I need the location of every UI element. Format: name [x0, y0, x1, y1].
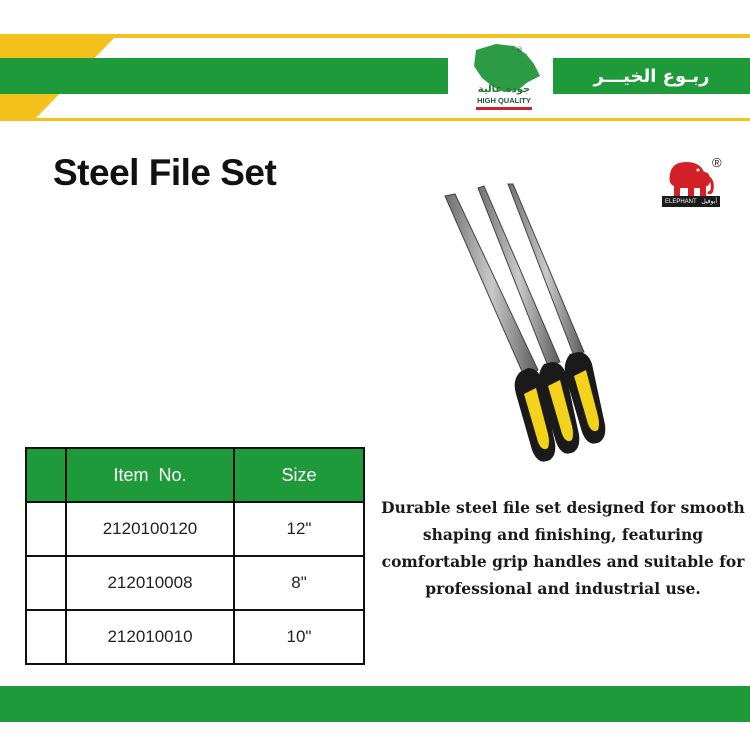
table-cell-size: 8" — [234, 556, 364, 610]
logo-high-quality: HIGH QUALITY — [477, 96, 531, 105]
elephant-brand-english: ELEPHANT — [665, 198, 697, 205]
logo-arabic-quality: جودة عالية — [477, 84, 531, 95]
header-green-band-right — [553, 58, 750, 94]
table-cell-blank — [26, 556, 66, 610]
table-cell-item-no: 212010010 — [66, 610, 234, 664]
table-header-item-no: Item No. — [66, 448, 234, 502]
table-row — [26, 502, 364, 556]
table-cell-item-no: 212010008 — [66, 556, 234, 610]
svg-text:®: ® — [516, 46, 523, 54]
spec-table — [25, 447, 365, 665]
table-header-row — [26, 448, 364, 502]
header-bottom-accent-line — [0, 118, 750, 121]
table-cell-blank — [26, 610, 66, 664]
table-header-size: Size — [234, 448, 364, 502]
table-cell-size: 10" — [234, 610, 364, 664]
table-header-cell — [26, 448, 66, 502]
table-cell-size: 12" — [234, 502, 364, 556]
table-cell-item-no: 2120100120 — [66, 502, 234, 556]
footer-green-band — [0, 686, 750, 722]
brand-name-arabic: ربـوع الخيـــر — [593, 65, 710, 87]
table-row — [26, 610, 364, 664]
table-row — [26, 556, 364, 610]
elephant-brand-arabic: أبوفيل — [701, 198, 717, 205]
logo-red-underline — [476, 107, 532, 110]
header-green-band-left — [0, 58, 448, 94]
table-cell-blank — [26, 502, 66, 556]
registered-mark: ® — [712, 155, 722, 170]
page-title: Steel File Set — [53, 152, 277, 193]
steel-file-set-image — [420, 180, 720, 480]
product-description: Durable steel file set designed for smooth shaping and finishing, featuring comfortable grip handles and suitable for professional and industrial use. — [381, 498, 745, 598]
